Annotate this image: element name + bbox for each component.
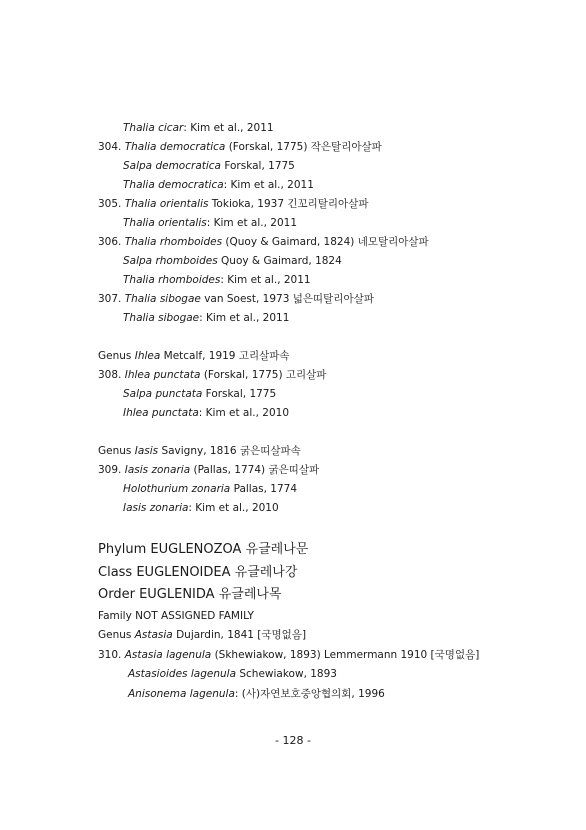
- taxon-name: Thalia democratica: [123, 179, 224, 191]
- entry-line-3: [123, 160, 295, 173]
- text-segment: Forskal, 1775: [202, 388, 277, 400]
- text-segment: 308.: [98, 369, 125, 381]
- page-number: - 128 -: [275, 734, 311, 747]
- genus-line: [98, 629, 306, 642]
- taxon-name: Iasis: [134, 445, 159, 457]
- entry-line-2: [98, 141, 382, 154]
- entry-line-9: [123, 274, 311, 287]
- taxon-name: Salpa rhomboides: [123, 255, 218, 267]
- entry-line-18: [123, 483, 297, 496]
- taxon-name: Salpa punctata: [123, 388, 203, 400]
- entry-line-14: [123, 388, 276, 401]
- text-segment: van Soest, 1973 넓은띠탈리아살파: [200, 293, 374, 305]
- taxon-name: Thalia rhomboides: [124, 236, 223, 248]
- family-line: [98, 610, 254, 623]
- text-segment: Forskal, 1775: [221, 160, 295, 172]
- text-segment: : Kim et al., 2010: [188, 502, 279, 514]
- text-segment: : Kim et al., 2011: [220, 274, 311, 286]
- entry-line-11: [123, 312, 289, 325]
- taxon-name: Thalia rhomboides: [123, 274, 221, 286]
- entry-line-17: [98, 464, 319, 477]
- text-segment: Quoy & Gaimard, 1824: [217, 255, 342, 267]
- phylum-heading: [98, 542, 308, 558]
- text-segment: (Forskal, 1775) 고리살파: [200, 369, 327, 381]
- taxon-name: Ihlea punctata: [123, 407, 199, 419]
- text-segment: Class EUGLENOIDEA 유글레나강: [98, 565, 298, 580]
- taxon-name: Thalia orientalis: [124, 198, 209, 210]
- taxon-name: Salpa democratica: [123, 160, 221, 172]
- entry-line-7: [98, 236, 429, 249]
- entry-line-19: [123, 502, 279, 515]
- text-segment: : Kim et al., 2011: [206, 217, 297, 229]
- entry-line-4: [123, 179, 314, 192]
- taxon-name: Ihlea: [134, 350, 161, 362]
- order-heading: [98, 587, 282, 603]
- text-segment: Tokioka, 1937 긴꼬리탈리아살파: [208, 198, 369, 210]
- text-segment: Dujardin, 1841 [국명없음]: [172, 629, 307, 641]
- text-segment: 305.: [98, 198, 125, 210]
- text-segment: Phylum EUGLENOZOA 유글레나문: [98, 542, 309, 557]
- text-segment: : (사)자연보호중앙협의회, 1996: [234, 688, 385, 700]
- text-segment: 306.: [98, 236, 125, 248]
- text-segment: 304.: [98, 141, 125, 153]
- text-segment: Family NOT ASSIGNED FAMILY: [98, 610, 254, 622]
- text-segment: : Kim et al., 2011: [199, 312, 290, 324]
- text-segment: 307.: [98, 293, 125, 305]
- text-segment: Pallas, 1774: [230, 483, 298, 495]
- entry-line-10: [98, 293, 374, 306]
- text-segment: (Forskal, 1775) 작은탈리아살파: [225, 141, 382, 153]
- text-segment: (Quoy & Gaimard, 1824) 네모탈리아살파: [222, 236, 429, 248]
- text-segment: Genus: [98, 350, 135, 362]
- taxon-name: Iasis zonaria: [124, 464, 191, 476]
- entry-line-15: [123, 407, 289, 420]
- taxon-name: Anisonema lagenula: [128, 688, 235, 700]
- taxon-name: Thalia sibogae: [124, 293, 201, 305]
- text-segment: Savigny, 1816 굵은띠살파속: [158, 445, 301, 457]
- entry-line-26: [128, 668, 337, 681]
- text-segment: : Kim et al., 2011: [183, 122, 274, 134]
- text-segment: 309.: [98, 464, 125, 476]
- entry-line-5: [98, 198, 369, 211]
- text-segment: (Pallas, 1774) 굵은띠살파: [190, 464, 320, 476]
- taxon-name: Thalia sibogae: [123, 312, 200, 324]
- class-heading: [98, 565, 297, 581]
- taxon-name: Thalia orientalis: [123, 217, 207, 229]
- text-segment: Order EUGLENIDA 유글레나목: [98, 587, 282, 602]
- taxon-name: Holothurium zonaria: [123, 483, 231, 495]
- entry-line-13: [98, 369, 326, 382]
- taxon-name: Ihlea punctata: [124, 369, 201, 381]
- entry-line-6: [123, 217, 297, 230]
- taxon-name: Astasia: [134, 629, 173, 641]
- text-segment: : Kim et al., 2011: [223, 179, 314, 191]
- entry-line-8: [123, 255, 342, 268]
- text-segment: Genus: [98, 629, 135, 641]
- taxon-name: Astasioides lagenula: [128, 668, 237, 680]
- text-segment: Genus: [98, 445, 135, 457]
- entry-line-25: [98, 649, 479, 662]
- taxon-name: Thalia cicar: [123, 122, 184, 134]
- entry-line-27: [128, 688, 385, 701]
- text-segment: : Kim et al., 2010: [198, 407, 290, 419]
- entry-line-12: [98, 350, 290, 363]
- text-segment: Schewiakow, 1893: [236, 668, 337, 680]
- taxon-name: Iasis zonaria: [123, 502, 189, 514]
- taxon-name: Astasia lagenula: [124, 649, 212, 661]
- text-segment: (Skhewiakow, 1893) Lemmermann 1910 [국명없음]: [211, 649, 480, 661]
- text-segment: Metcalf, 1919 고리살파속: [160, 350, 290, 362]
- entry-line-1: [123, 122, 274, 135]
- text-segment: 310.: [98, 649, 125, 661]
- taxon-name: Thalia democratica: [124, 141, 226, 153]
- entry-line-16: [98, 445, 301, 458]
